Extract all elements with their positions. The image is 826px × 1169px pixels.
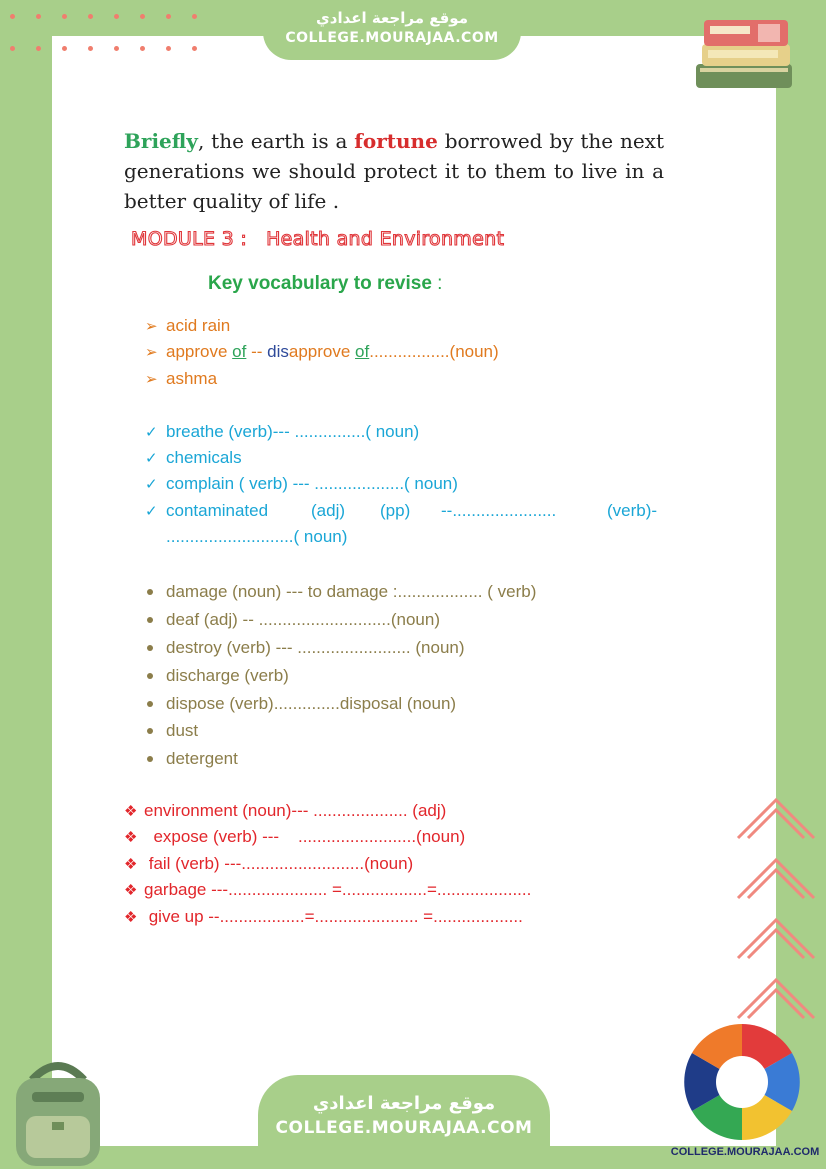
diamond-bullet-icon: ❖ [124, 803, 138, 820]
header-site-tab[interactable] [263, 0, 521, 60]
diamond-bullet-icon: ❖ [124, 856, 138, 873]
intro-text-2: borrowed by the next generations we should protect it to them to live in a better quality of life . [124, 129, 664, 213]
dot-bullet-icon [147, 673, 153, 679]
arrow-bullet-icon: ➢ [145, 318, 158, 335]
vocab-item-part: --...................... [441, 501, 557, 520]
vocab-item-part: (verb)- [607, 501, 658, 520]
intro-text-1: , the earth is a [197, 129, 355, 153]
arrow-bullet-icon: ➢ [145, 344, 158, 361]
vocab-item-part: (pp) [380, 501, 411, 520]
vocab-prefix: dis [267, 342, 289, 361]
dot-bullet-icon [147, 589, 153, 595]
vocab-item-part: contaminated [166, 501, 269, 520]
vocab-item: destroy (verb) --- ........................ (noun) [166, 638, 465, 657]
module-title: MODULE 3 : Health and Environment [131, 228, 505, 250]
vocab-item: breathe (verb)--- ...............( noun) [166, 422, 420, 441]
vocab-item: dust [166, 721, 199, 740]
vocab-item: detergent [166, 749, 238, 768]
diamond-bullet-icon: ❖ [124, 882, 138, 899]
vocab-item: damage (noun) --- to damage :.................. ( verb) [166, 582, 537, 601]
logo-wheel-icon [665, 1018, 825, 1146]
vocab-text: approve [166, 342, 233, 361]
footer-site-url: COLLEGE.MOURAJAA.COM [275, 1118, 533, 1138]
vocab-item: complain ( verb) --- ...................( noun) [166, 474, 458, 493]
header-site-arabic: موقع مراجعة اعدادي [316, 9, 468, 27]
logo-text: COLLEGE.MOURAJAA.COM [670, 1146, 820, 1158]
dot-bullet-icon [147, 756, 153, 762]
intro-word-fortune: fortune [354, 129, 438, 153]
footer-site-tab[interactable] [258, 1075, 550, 1169]
chevron-decoration-icon [730, 790, 822, 1040]
check-bullet-icon: ✓ [145, 450, 158, 467]
dot-bullet-icon [147, 728, 153, 734]
vocab-underlined: of [232, 342, 247, 361]
key-vocabulary-colon: : [437, 273, 443, 294]
vocab-text: .................(noun) [369, 342, 499, 361]
diamond-bullet-icon: ❖ [124, 909, 138, 926]
vocab-item: dispose (verb)..............disposal (noun) [166, 694, 457, 713]
check-bullet-icon: ✓ [145, 503, 158, 520]
intro-paragraph [124, 126, 664, 216]
dot-bullet-icon [147, 617, 153, 623]
vocab-item: garbage ---..................... =..................=.................... [144, 880, 532, 899]
vocab-item-part: (adj) [311, 501, 346, 520]
vocab-item-continued: ...........................( noun) [166, 527, 348, 546]
vocab-item: ashma [166, 369, 218, 388]
vocab-underlined: of [355, 342, 370, 361]
vocab-item: discharge (verb) [166, 666, 289, 685]
key-vocabulary-heading [208, 273, 442, 295]
vocab-text: approve [288, 342, 356, 361]
backpack-icon [2, 1052, 114, 1168]
vocab-item: give up --..................=...................... =................... [144, 907, 523, 926]
header-site-url: COLLEGE.MOURAJAA.COM [285, 30, 499, 46]
site-logo[interactable] [665, 1018, 825, 1166]
key-vocabulary-label: Key vocabulary to revise [208, 273, 438, 294]
vocab-item: environment (noun)--- .................... (adj) [144, 801, 447, 820]
intro-word-briefly: Briefly [124, 129, 198, 153]
check-bullet-icon: ✓ [145, 476, 158, 493]
dot-bullet-icon [147, 701, 153, 707]
vocab-item: fail (verb) ---..........................(noun) [144, 854, 414, 873]
vocab-item: expose (verb) --- .........................(noun) [144, 827, 466, 846]
footer-site-arabic: موقع مراجعة اعدادي [312, 1093, 496, 1114]
diamond-bullet-icon: ❖ [124, 829, 138, 846]
dot-bullet-icon [147, 645, 153, 651]
vocab-item: chemicals [166, 448, 242, 467]
vocab-text: -- [246, 342, 268, 361]
vocab-item: deaf (adj) -- ............................(noun) [166, 610, 440, 629]
vocab-item: acid rain [166, 316, 231, 335]
check-bullet-icon: ✓ [145, 424, 158, 441]
books-icon [690, 12, 800, 96]
vocab-item [166, 342, 499, 362]
arrow-bullet-icon: ➢ [145, 371, 158, 388]
